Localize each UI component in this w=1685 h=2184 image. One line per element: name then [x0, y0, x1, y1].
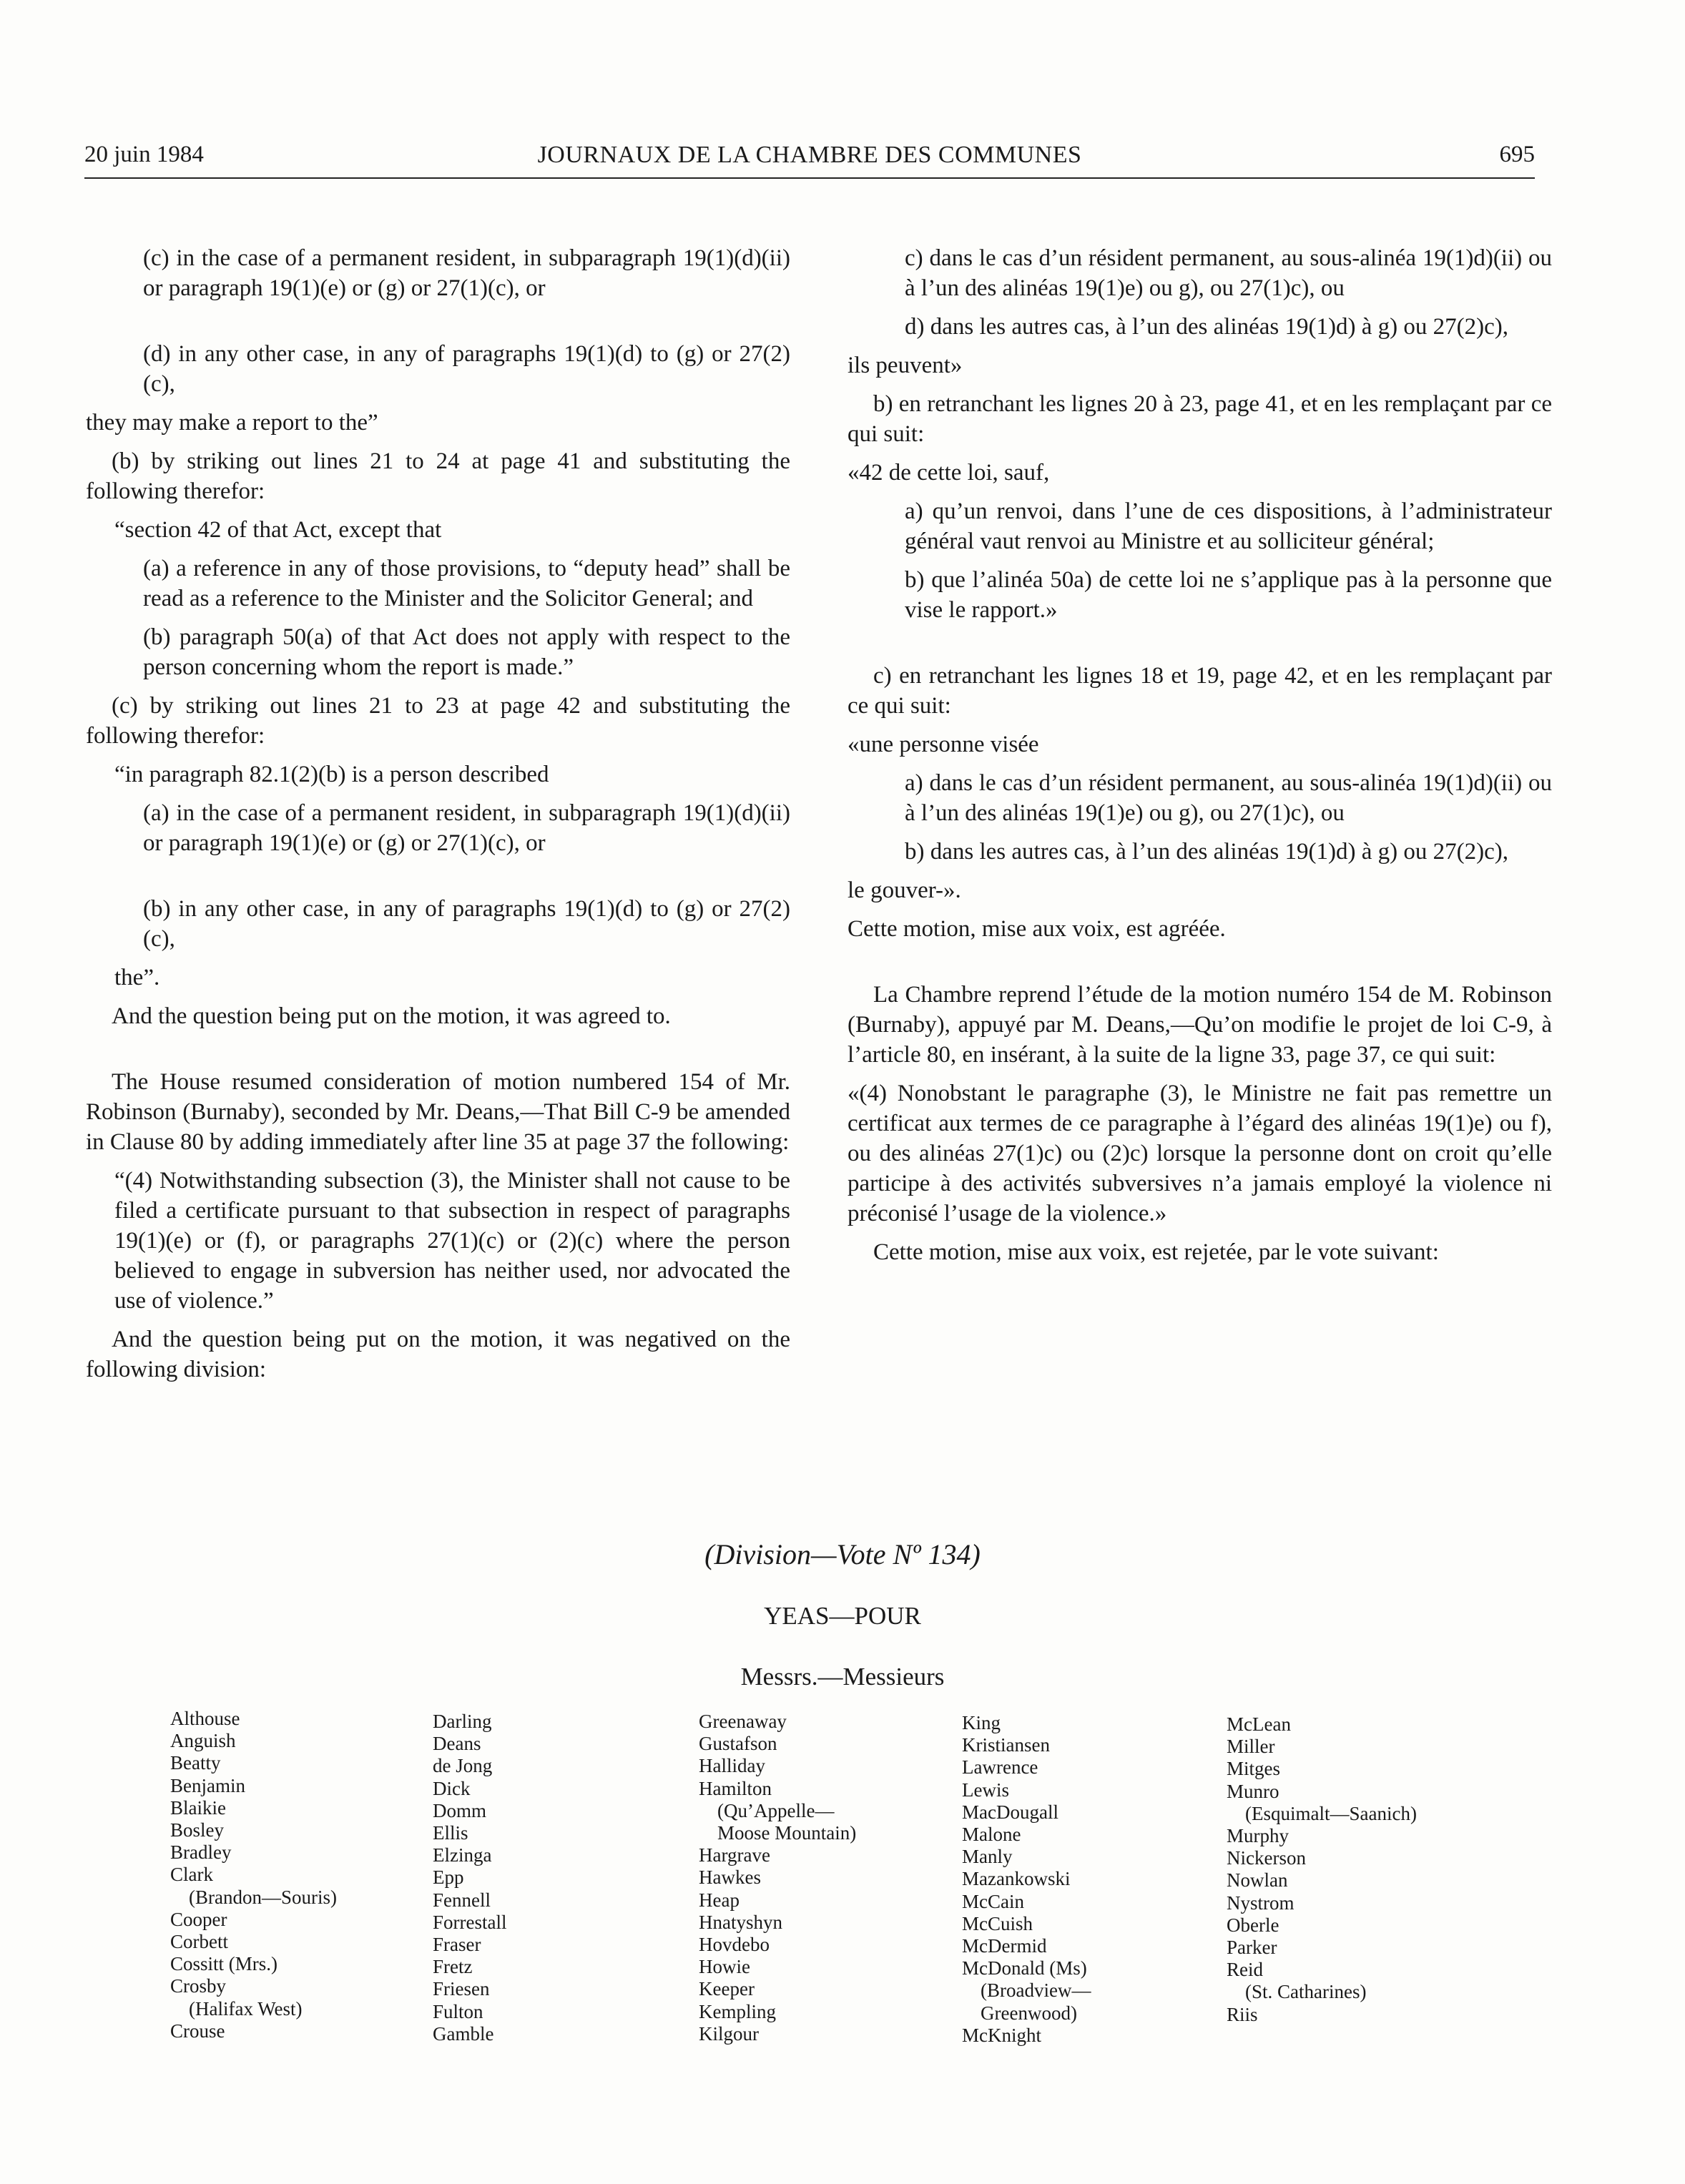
member-name: Mitges [1227, 1758, 1281, 1780]
en-agreed: And the question being put on the motion, it was agreed to. [112, 1003, 671, 1029]
member-name: Keeper [699, 1978, 755, 2000]
en-the: the”. [114, 965, 160, 990]
en-section-42: “section 42 of that Act, except that [114, 517, 442, 543]
yeas-heading: YEAS—POUR [764, 1602, 921, 1630]
messrs-heading: Messrs.—Messieurs [740, 1663, 945, 1691]
member-name: McDonald (Ms) [962, 1957, 1087, 1979]
member-name: Hawkes [699, 1866, 761, 1889]
member-name: Fulton [433, 2000, 483, 2022]
en-clause-a: (a) a reference in any of those provisions, to “deputy head” shall be read as a reference to the Minister and the Solicitor General; and [143, 556, 790, 611]
header-title: JOURNAUX DE LA CHAMBRE DES COMMUNES [537, 142, 1082, 168]
en-clause-a2: (a) in the case of a permanent resident, in subparagraph 19(1)(d)(ii) or paragraph 19(1)(e) or (g) or 27(1)(c), or [143, 800, 790, 856]
fr-subsection-4: «(4) Nonobstant le paragraphe (3), le Ministre ne fait pas remettre un certificat aux termes de ce paragraphe à l’égard des alinéas 19(1)e) ou f), ou des alinéas 27(1)c) ou (2)c) lorsque la personne dont on croit qu’elle participe à des activités subversives n’a jamais employé la violence ni préconisé l’usage de la violence.» [848, 1081, 1552, 1226]
fr-clause-a2: a) dans le cas d’un résident permanent, au sous-alinéa 19(1)d)(ii) ou à l’un des alinéas 19(1)e) ou g), ou 27(1)c), ou [905, 770, 1552, 826]
member-name: Kilgour [699, 2022, 759, 2045]
member-name: Epp [433, 1866, 464, 1889]
member-name: Greenaway [699, 1711, 787, 1732]
member-name: Mazankowski [962, 1868, 1071, 1890]
english-column [86, 243, 790, 1384]
fr-amend-b: b) en retranchant les lignes 20 à 23, page 41, et en les remplaçant par ce qui suit: [848, 391, 1552, 447]
member-name: Beatty [170, 1752, 221, 1774]
member-name: Bradley [170, 1841, 232, 1864]
member-name: Clark [170, 1864, 213, 1886]
en-para-d: (d) in any other case, in any of paragraphs 19(1)(d) to (g) or 27(2)(c), [143, 341, 790, 397]
member-name: Deans [433, 1733, 481, 1755]
en-report-line: they may make a report to the” [86, 410, 378, 436]
fr-paragraph-82: «une personne visée [848, 732, 1039, 757]
en-motion-154: The House resumed consideration of motion numbered 154 of Mr. Robinson (Burnaby), seconded by Mr. Deans,—That Bill C-9 be amended in Clause 80 by adding immediately after line 35 at page 37 the following: [86, 1069, 790, 1155]
en-paragraph-82: “in paragraph 82.1(2)(b) is a person described [114, 762, 549, 787]
fr-para-c: c) dans le cas d’un résident permanent, au sous-alinéa 19(1)d)(ii) ou à l’un des alinéas 19(1)e) ou g), ou 27(1)c), ou [905, 245, 1552, 301]
member-name: Ellis [433, 1822, 468, 1844]
fr-agreed: Cette motion, mise aux voix, est agréée. [848, 916, 1226, 942]
member-name: Bosley [170, 1819, 225, 1841]
member-name: Fraser [433, 1934, 481, 1956]
member-name: Althouse [170, 1708, 240, 1729]
member-name: Cossitt (Mrs.) [170, 1953, 278, 1975]
member-name: Fennell [433, 1889, 491, 1911]
member-name: Halliday [699, 1755, 765, 1777]
member-name: Hnatyshyn [699, 1911, 782, 1933]
member-name: Domm [433, 1799, 487, 1821]
member-name: Heap [699, 1889, 740, 1911]
names-column-3 [699, 1711, 856, 2045]
member-name: Blaikie [170, 1796, 226, 1819]
member-name: Malone [962, 1824, 1021, 1846]
member-name: Forrestall [433, 1911, 507, 1933]
fr-section-42: «42 de cette loi, sauf, [848, 460, 1050, 486]
page-header [84, 142, 1535, 179]
member-name: Reid [1227, 1959, 1263, 1981]
member-name: Manly [962, 1846, 1013, 1868]
member-name: McCain [962, 1890, 1024, 1912]
fr-amend-c: c) en retranchant les lignes 18 et 19, page 42, et en les remplaçant par ce qui suit: [848, 663, 1552, 719]
member-name: Greenwood) [981, 2002, 1077, 2024]
header-date: 20 juin 1984 [84, 142, 204, 167]
en-clause-b2: (b) in any other case, in any of paragraphs 19(1)(d) to (g) or 27(2)(c), [143, 896, 790, 952]
names-column-1 [170, 1708, 337, 2042]
fr-clause-a: a) qu’un renvoi, dans l’une de ces dispositions, à l’administrateur général vaut renvoi au Ministre et au solliciteur général; [905, 498, 1552, 554]
names-column-4 [962, 1712, 1091, 2047]
member-name: Parker [1227, 1937, 1277, 1959]
member-name: Anguish [170, 1730, 236, 1752]
member-name: Munro [1227, 1780, 1279, 1802]
member-name: Friesen [433, 1978, 490, 2000]
member-name: Oberle [1227, 1914, 1279, 1936]
fr-clause-b2: b) dans les autres cas, à l’un des alinéas 19(1)d) à g) ou 27(2)c), [905, 839, 1508, 865]
header-rule [84, 177, 1535, 179]
member-name: McDermid [962, 1935, 1047, 1957]
member-name: Corbett [170, 1931, 228, 1953]
names-column-5 [1227, 1713, 1417, 2026]
division-vote-title: (Division—Vote Nº 134) [704, 1538, 981, 1570]
en-amend-b: (b) by striking out lines 21 to 24 at page 41 and substituting the following therefor: [86, 448, 790, 504]
member-name: Hargrave [699, 1844, 770, 1866]
member-name: (Broadview— [981, 1979, 1091, 2002]
names-column-2 [433, 1711, 506, 2045]
member-name: McCuish [962, 1912, 1033, 1934]
member-name: de Jong [433, 1755, 493, 1777]
member-name: Nowlan [1227, 1869, 1288, 1892]
en-subsection-4: “(4) Notwithstanding subsection (3), the Minister shall not cause to be filed a certificate pursuant to that subsection in respect of paragraphs 19(1)(e) or (f), or paragraphs 27(1)(c) or (2)(c) where the person believed to engage in subversion has neither used, nor advocated the use of violence.” [114, 1168, 790, 1314]
en-para-c: (c) in the case of a permanent resident, in subparagraph 19(1)(d)(ii) or paragraph 19(1)(e) or (g) or 27(1)(c), or [143, 245, 790, 301]
member-name: (Brandon—Souris) [189, 1886, 337, 1908]
member-name: Lawrence [962, 1756, 1038, 1779]
member-name: Lewis [962, 1779, 1009, 1801]
member-name: MacDougall [962, 1801, 1058, 1823]
member-name: Murphy [1227, 1825, 1289, 1847]
fr-motion-154: La Chambre reprend l’étude de la motion numéro 154 de M. Robinson (Burnaby), appuyé par M. Deans,—Qu’on modifie le projet de loi C-9, à l’article 80, en insérant, à la suite de la ligne 33, page 37, ce qui suit: [848, 982, 1552, 1068]
fr-clause-b: b) que l’alinéa 50a) de cette loi ne s’applique pas à la personne que vise le rapport.» [905, 567, 1552, 623]
member-name: Hamilton [699, 1777, 772, 1799]
member-name: (St. Catharines) [1245, 1981, 1367, 2003]
member-name: Nickerson [1227, 1847, 1306, 1869]
member-name: King [962, 1712, 1001, 1733]
member-name: Darling [433, 1711, 492, 1732]
member-name: Elzinga [433, 1844, 492, 1866]
member-name: Benjamin [170, 1774, 245, 1796]
member-name: (Esquimalt—Saanich) [1245, 1802, 1417, 1824]
member-name: (Qu’Appelle— [717, 1799, 835, 1821]
member-name: Nystrom [1227, 1892, 1295, 1914]
member-name: Gamble [433, 2022, 494, 2045]
member-name: Kristiansen [962, 1734, 1050, 1756]
member-name: Howie [699, 1956, 750, 1978]
en-clause-b: (b) paragraph 50(a) of that Act does not apply with respect to the person concerning whom the report is made.” [143, 624, 790, 680]
member-name: Fretz [433, 1956, 473, 1978]
member-name: Hovdebo [699, 1934, 770, 1956]
member-name: McKnight [962, 2024, 1041, 2046]
member-name: Kempling [699, 2000, 776, 2022]
member-name: Crouse [170, 2020, 225, 2042]
french-column [848, 243, 1552, 1267]
member-name: Cooper [170, 1908, 227, 1930]
member-name: McLean [1227, 1713, 1291, 1735]
member-name: (Halifax West) [189, 1997, 303, 2020]
member-name: Miller [1227, 1736, 1275, 1758]
en-negatived: And the question being put on the motion, it was negatived on the following division: [86, 1327, 790, 1382]
member-name: Riis [1227, 2003, 1258, 2025]
en-amend-c: (c) by striking out lines 21 to 23 at page 42 and substituting the following therefor: [86, 693, 790, 749]
page-number: 695 [1499, 142, 1535, 167]
member-name: Moose Mountain) [717, 1822, 857, 1844]
member-name: Crosby [170, 1975, 227, 1997]
member-name: Gustafson [699, 1733, 777, 1755]
fr-le-gouver: le gouver-». [848, 877, 961, 903]
fr-report-line: ils peuvent» [848, 353, 963, 378]
member-name: Dick [433, 1777, 471, 1799]
fr-negatived: Cette motion, mise aux voix, est rejetée, par le vote suivant: [873, 1239, 1439, 1265]
fr-para-d: d) dans les autres cas, à l’un des alinéas 19(1)d) à g) ou 27(2)c), [905, 314, 1508, 340]
